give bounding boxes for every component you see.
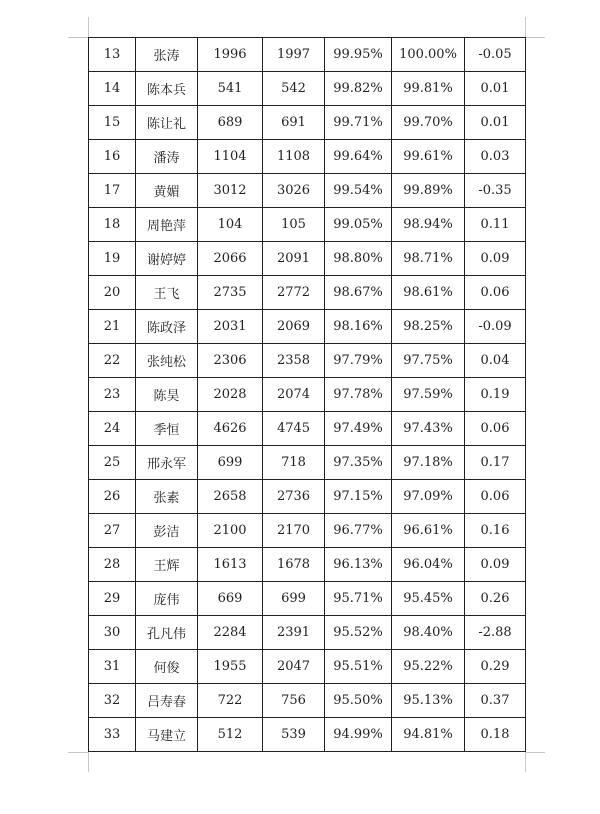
rate-b-cell: 99.89% — [392, 174, 465, 208]
rate-b-cell: 99.70% — [392, 106, 465, 140]
value-b-cell: 1678 — [263, 548, 325, 582]
rate-a-cell: 94.99% — [325, 718, 392, 752]
name-cell: 孔凡伟 — [136, 616, 198, 650]
value-b-cell: 2047 — [263, 650, 325, 684]
value-a-cell: 669 — [198, 582, 263, 616]
diff-cell: 0.17 — [465, 446, 526, 480]
name-cell: 潘涛 — [136, 140, 198, 174]
name-cell: 张涛 — [136, 38, 198, 72]
name-cell: 陈让礼 — [136, 106, 198, 140]
rank-cell: 21 — [89, 310, 136, 344]
rank-cell: 32 — [89, 684, 136, 718]
rate-a-cell: 96.77% — [325, 514, 392, 548]
table-row — [89, 72, 526, 106]
rate-b-cell: 97.75% — [392, 344, 465, 378]
rate-a-cell: 99.95% — [325, 38, 392, 72]
diff-cell: 0.16 — [465, 514, 526, 548]
name-cell: 季恒 — [136, 412, 198, 446]
value-b-cell: 4745 — [263, 412, 325, 446]
crop-mark-top-left-h — [68, 37, 88, 38]
value-a-cell: 2735 — [198, 276, 263, 310]
diff-cell: 0.18 — [465, 718, 526, 752]
value-b-cell: 691 — [263, 106, 325, 140]
rate-a-cell: 97.79% — [325, 344, 392, 378]
value-a-cell: 1104 — [198, 140, 263, 174]
name-cell: 张素 — [136, 480, 198, 514]
rate-a-cell: 98.80% — [325, 242, 392, 276]
diff-cell: 0.09 — [465, 242, 526, 276]
diff-cell: 0.11 — [465, 208, 526, 242]
crop-mark-top-right-v — [525, 17, 526, 37]
rate-b-cell: 94.81% — [392, 718, 465, 752]
table-row — [89, 480, 526, 514]
value-b-cell: 718 — [263, 446, 325, 480]
table-row — [89, 174, 526, 208]
value-b-cell: 1997 — [263, 38, 325, 72]
diff-cell: -0.35 — [465, 174, 526, 208]
value-b-cell: 2069 — [263, 310, 325, 344]
table-row — [89, 718, 526, 752]
rank-cell: 14 — [89, 72, 136, 106]
value-b-cell: 2391 — [263, 616, 325, 650]
value-a-cell: 2284 — [198, 616, 263, 650]
rate-b-cell: 97.43% — [392, 412, 465, 446]
value-a-cell: 2658 — [198, 480, 263, 514]
name-cell: 庞伟 — [136, 582, 198, 616]
value-a-cell: 104 — [198, 208, 263, 242]
table-body — [89, 38, 526, 752]
name-cell: 吕寿春 — [136, 684, 198, 718]
rate-a-cell: 96.13% — [325, 548, 392, 582]
rank-cell: 17 — [89, 174, 136, 208]
rank-cell: 33 — [89, 718, 136, 752]
table-row — [89, 446, 526, 480]
crop-mark-bottom-left-h — [68, 752, 88, 753]
value-a-cell: 699 — [198, 446, 263, 480]
diff-cell: 0.09 — [465, 548, 526, 582]
table-row — [89, 378, 526, 412]
rate-b-cell: 98.40% — [392, 616, 465, 650]
value-b-cell: 2091 — [263, 242, 325, 276]
rate-a-cell: 95.52% — [325, 616, 392, 650]
rate-a-cell: 97.78% — [325, 378, 392, 412]
rank-cell: 30 — [89, 616, 136, 650]
rate-b-cell: 95.13% — [392, 684, 465, 718]
rate-a-cell: 97.15% — [325, 480, 392, 514]
name-cell: 陈本兵 — [136, 72, 198, 106]
rank-cell: 20 — [89, 276, 136, 310]
value-a-cell: 1955 — [198, 650, 263, 684]
rate-a-cell: 95.71% — [325, 582, 392, 616]
name-cell: 周艳萍 — [136, 208, 198, 242]
rank-cell: 13 — [89, 38, 136, 72]
crop-mark-bottom-right-h — [525, 752, 545, 753]
value-a-cell: 2066 — [198, 242, 263, 276]
table-row — [89, 38, 526, 72]
table-row — [89, 242, 526, 276]
table-row — [89, 412, 526, 446]
rate-b-cell: 100.00% — [392, 38, 465, 72]
diff-cell: -0.05 — [465, 38, 526, 72]
value-b-cell: 105 — [263, 208, 325, 242]
rank-cell: 18 — [89, 208, 136, 242]
table-row — [89, 684, 526, 718]
name-cell: 马建立 — [136, 718, 198, 752]
table-row — [89, 514, 526, 548]
diff-cell: 0.26 — [465, 582, 526, 616]
rate-b-cell: 97.09% — [392, 480, 465, 514]
rank-cell: 28 — [89, 548, 136, 582]
ranking-table — [88, 37, 526, 752]
value-b-cell: 542 — [263, 72, 325, 106]
rate-a-cell: 98.16% — [325, 310, 392, 344]
rank-cell: 22 — [89, 344, 136, 378]
value-a-cell: 512 — [198, 718, 263, 752]
value-b-cell: 699 — [263, 582, 325, 616]
value-b-cell: 2772 — [263, 276, 325, 310]
rate-a-cell: 99.82% — [325, 72, 392, 106]
rate-b-cell: 98.71% — [392, 242, 465, 276]
table-row — [89, 310, 526, 344]
diff-cell: -2.88 — [465, 616, 526, 650]
table-row — [89, 582, 526, 616]
diff-cell: -0.09 — [465, 310, 526, 344]
rank-cell: 25 — [89, 446, 136, 480]
rate-a-cell: 97.49% — [325, 412, 392, 446]
name-cell: 张纯松 — [136, 344, 198, 378]
crop-mark-top-right-h — [525, 37, 545, 38]
value-b-cell: 1108 — [263, 140, 325, 174]
value-b-cell: 2074 — [263, 378, 325, 412]
diff-cell: 0.06 — [465, 412, 526, 446]
value-b-cell: 2358 — [263, 344, 325, 378]
value-a-cell: 2031 — [198, 310, 263, 344]
rate-b-cell: 97.59% — [392, 378, 465, 412]
name-cell: 黄媚 — [136, 174, 198, 208]
rate-b-cell: 95.22% — [392, 650, 465, 684]
value-b-cell: 2170 — [263, 514, 325, 548]
rank-cell: 16 — [89, 140, 136, 174]
rate-b-cell: 98.61% — [392, 276, 465, 310]
table-row — [89, 616, 526, 650]
name-cell: 何俊 — [136, 650, 198, 684]
rank-cell: 24 — [89, 412, 136, 446]
rate-a-cell: 99.05% — [325, 208, 392, 242]
diff-cell: 0.06 — [465, 276, 526, 310]
value-a-cell: 1996 — [198, 38, 263, 72]
crop-mark-bottom-right-v — [525, 752, 526, 772]
rate-b-cell: 98.25% — [392, 310, 465, 344]
crop-mark-top-left-v — [88, 17, 89, 37]
diff-cell: 0.37 — [465, 684, 526, 718]
rate-a-cell: 99.64% — [325, 140, 392, 174]
name-cell: 彭洁 — [136, 514, 198, 548]
rate-a-cell: 97.35% — [325, 446, 392, 480]
diff-cell: 0.29 — [465, 650, 526, 684]
diff-cell: 0.03 — [465, 140, 526, 174]
rate-a-cell: 99.71% — [325, 106, 392, 140]
name-cell: 谢婷婷 — [136, 242, 198, 276]
rank-cell: 29 — [89, 582, 136, 616]
rank-cell: 31 — [89, 650, 136, 684]
rate-b-cell: 99.61% — [392, 140, 465, 174]
value-b-cell: 756 — [263, 684, 325, 718]
value-a-cell: 689 — [198, 106, 263, 140]
value-a-cell: 722 — [198, 684, 263, 718]
value-b-cell: 539 — [263, 718, 325, 752]
value-a-cell: 2306 — [198, 344, 263, 378]
name-cell: 陈政泽 — [136, 310, 198, 344]
rate-b-cell: 97.18% — [392, 446, 465, 480]
rate-a-cell: 95.51% — [325, 650, 392, 684]
rank-cell: 26 — [89, 480, 136, 514]
value-a-cell: 4626 — [198, 412, 263, 446]
value-b-cell: 3026 — [263, 174, 325, 208]
value-a-cell: 2028 — [198, 378, 263, 412]
rate-b-cell: 96.04% — [392, 548, 465, 582]
table-row — [89, 106, 526, 140]
value-a-cell: 2100 — [198, 514, 263, 548]
table-row — [89, 548, 526, 582]
crop-mark-bottom-left-v — [88, 752, 89, 772]
rate-b-cell: 99.81% — [392, 72, 465, 106]
rank-cell: 23 — [89, 378, 136, 412]
rate-b-cell: 98.94% — [392, 208, 465, 242]
value-b-cell: 2736 — [263, 480, 325, 514]
value-a-cell: 3012 — [198, 174, 263, 208]
rate-a-cell: 99.54% — [325, 174, 392, 208]
table-row — [89, 650, 526, 684]
table-row — [89, 208, 526, 242]
name-cell: 王飞 — [136, 276, 198, 310]
diff-cell: 0.01 — [465, 72, 526, 106]
name-cell: 陈昊 — [136, 378, 198, 412]
value-a-cell: 541 — [198, 72, 263, 106]
rate-a-cell: 98.67% — [325, 276, 392, 310]
rate-a-cell: 95.50% — [325, 684, 392, 718]
diff-cell: 0.19 — [465, 378, 526, 412]
diff-cell: 0.01 — [465, 106, 526, 140]
value-a-cell: 1613 — [198, 548, 263, 582]
rate-b-cell: 96.61% — [392, 514, 465, 548]
table-row — [89, 276, 526, 310]
table-row — [89, 344, 526, 378]
name-cell: 王辉 — [136, 548, 198, 582]
rank-cell: 27 — [89, 514, 136, 548]
table-row — [89, 140, 526, 174]
rate-b-cell: 95.45% — [392, 582, 465, 616]
diff-cell: 0.04 — [465, 344, 526, 378]
diff-cell: 0.06 — [465, 480, 526, 514]
rank-cell: 19 — [89, 242, 136, 276]
rank-cell: 15 — [89, 106, 136, 140]
name-cell: 邢永军 — [136, 446, 198, 480]
